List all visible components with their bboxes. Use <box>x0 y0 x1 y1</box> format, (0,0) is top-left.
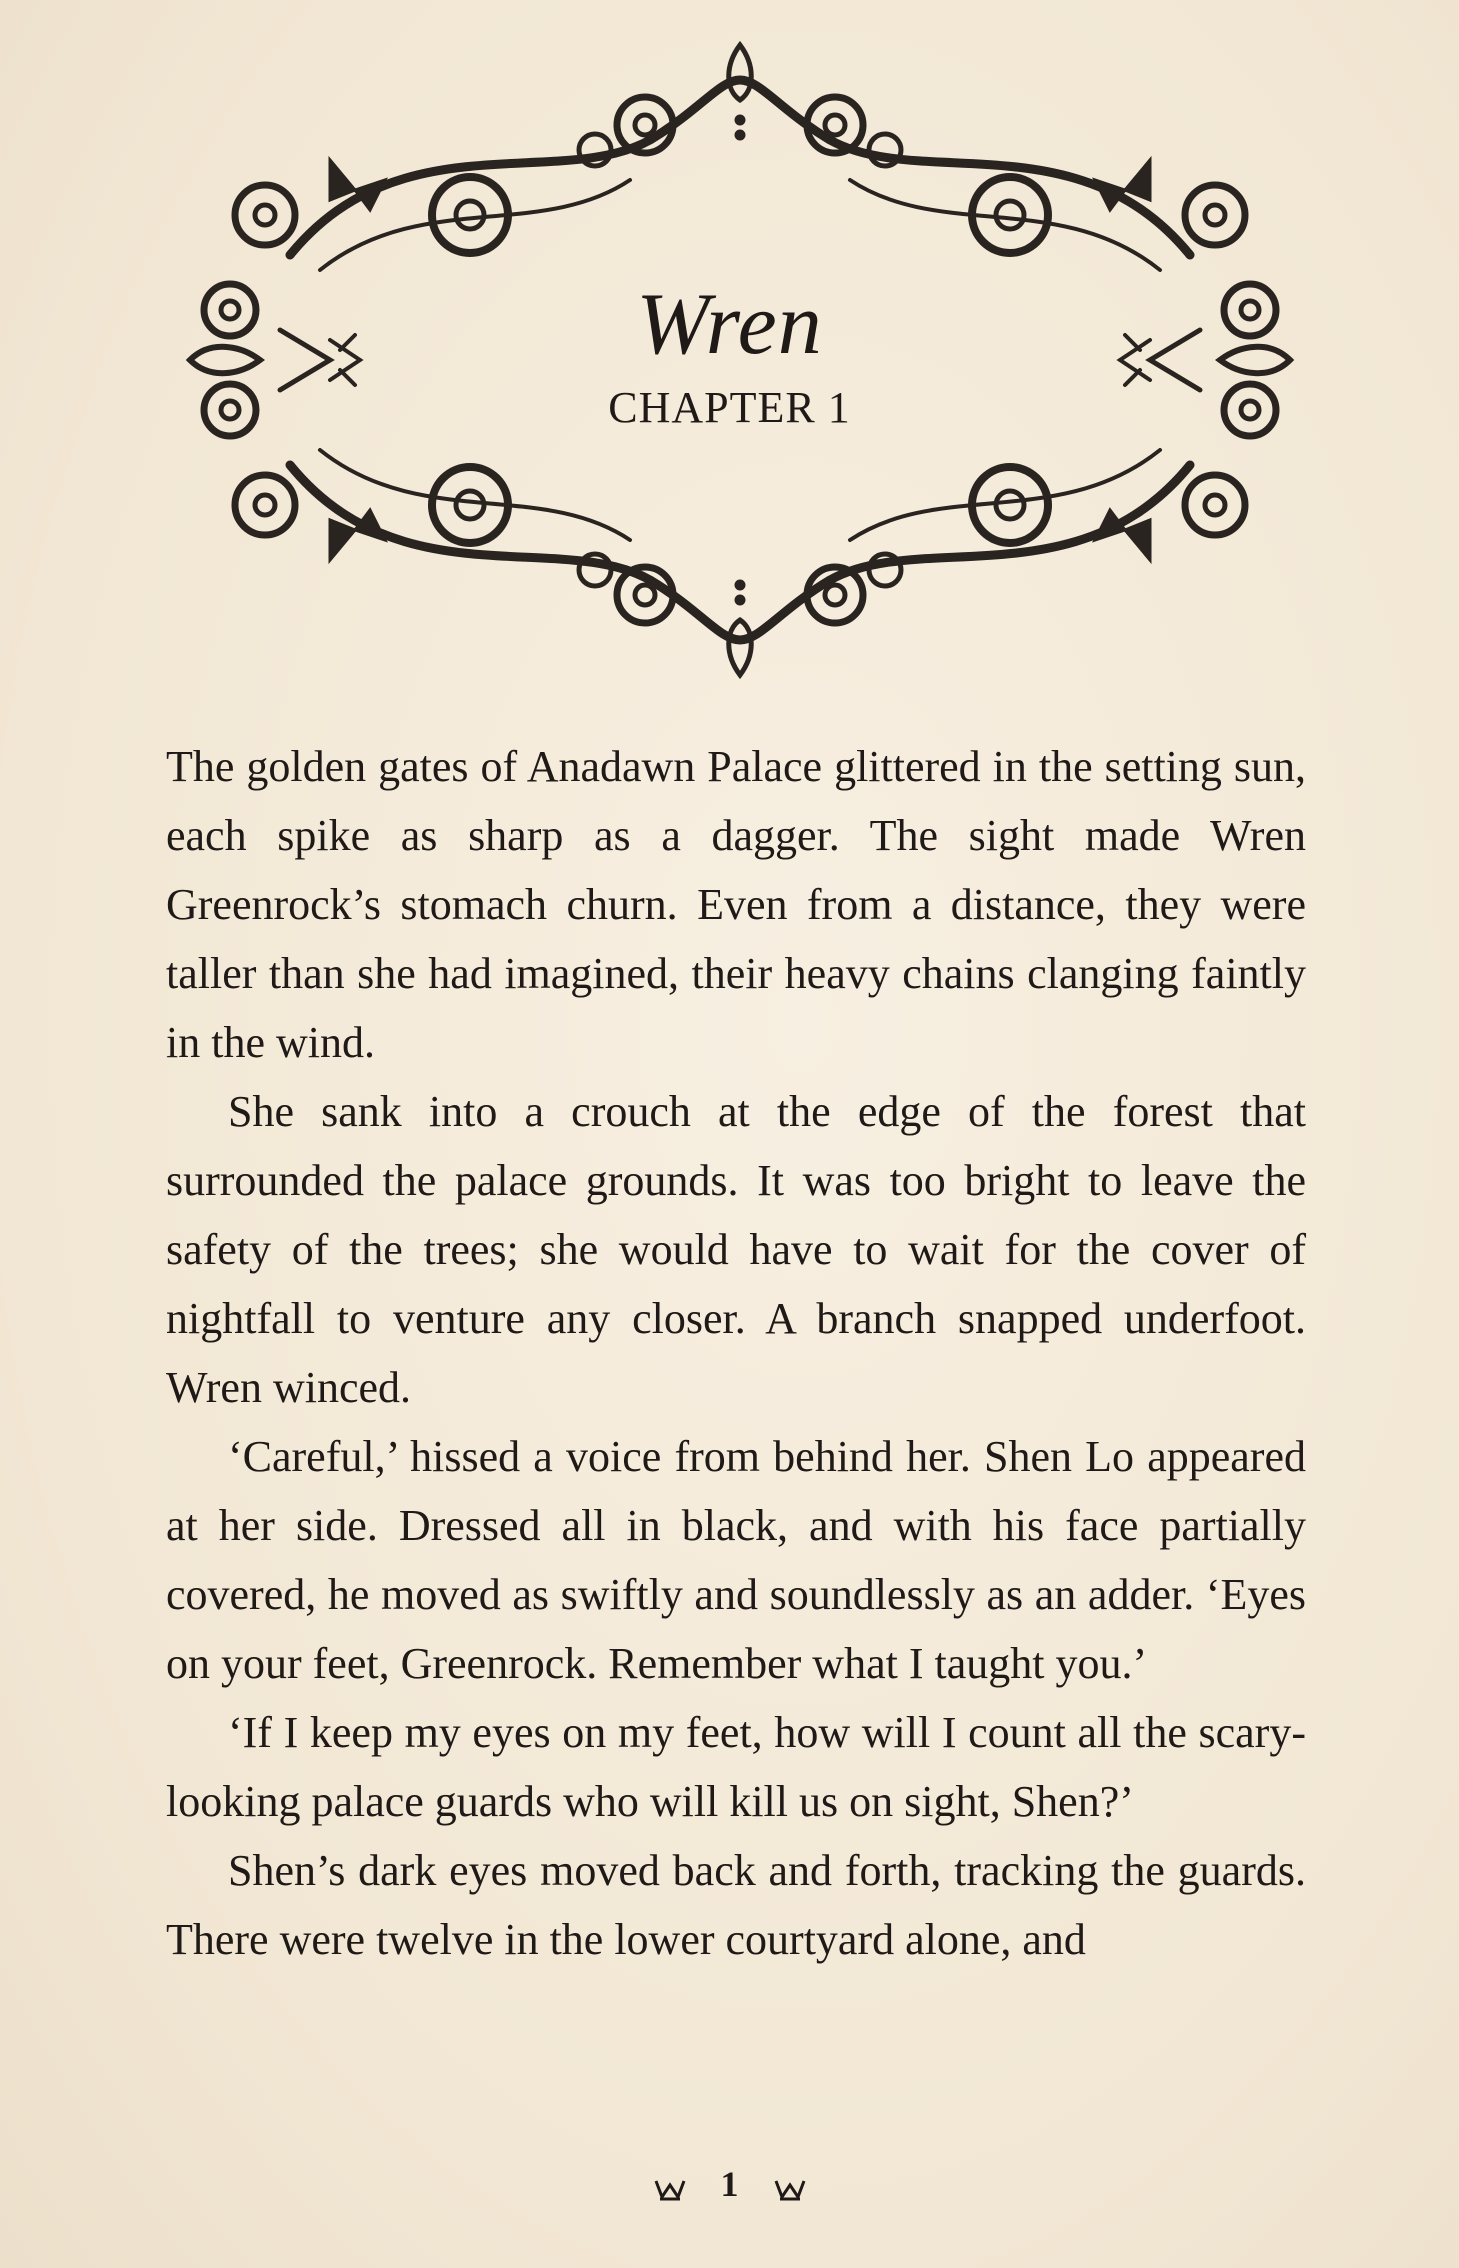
paragraph: ‘If I keep my eyes on my feet, how will I count all the scary-looking palace guards who will kill us on sight, Shen?’ <box>166 1708 1306 1826</box>
paragraph: The golden gates of Anadawn Palace glittered in the setting sun, each spike as sharp as a dagger. The sight made Wren Greenrock’s stomach churn. Even from a distance, they were taller than she had imagined, their heavy chains clanging faintly in the wind. <box>166 742 1306 1067</box>
crown-icon <box>774 2171 806 2197</box>
crown-icon <box>654 2171 686 2197</box>
chapter-title: Wren <box>636 276 823 373</box>
chapter-body <box>166 732 1306 1974</box>
chapter-number: CHAPTER 1 <box>608 383 851 432</box>
paragraph: Shen’s dark eyes moved back and forth, tracking the guards. There were twelve in the lower courtyard alone, and <box>166 1846 1306 1964</box>
page-footer <box>0 2160 1459 2204</box>
page-number: 1 <box>720 2163 739 2204</box>
paragraph: She sank into a crouch at the edge of the forest that surrounded the palace grounds. It was too bright to leave the safety of the trees; she would have to wait for the cover of nightfall to venture any closer. A branch snapped underfoot. Wren winced. <box>166 1087 1306 1412</box>
paragraph: ‘Careful,’ hissed a voice from behind her. Shen Lo appeared at her side. Dressed all in black, and with his face partially covered, he moved as swiftly and soundlessly as an adder. ‘Eyes on your feet, Greenrock. Remember what I taught you.’ <box>166 1432 1306 1688</box>
